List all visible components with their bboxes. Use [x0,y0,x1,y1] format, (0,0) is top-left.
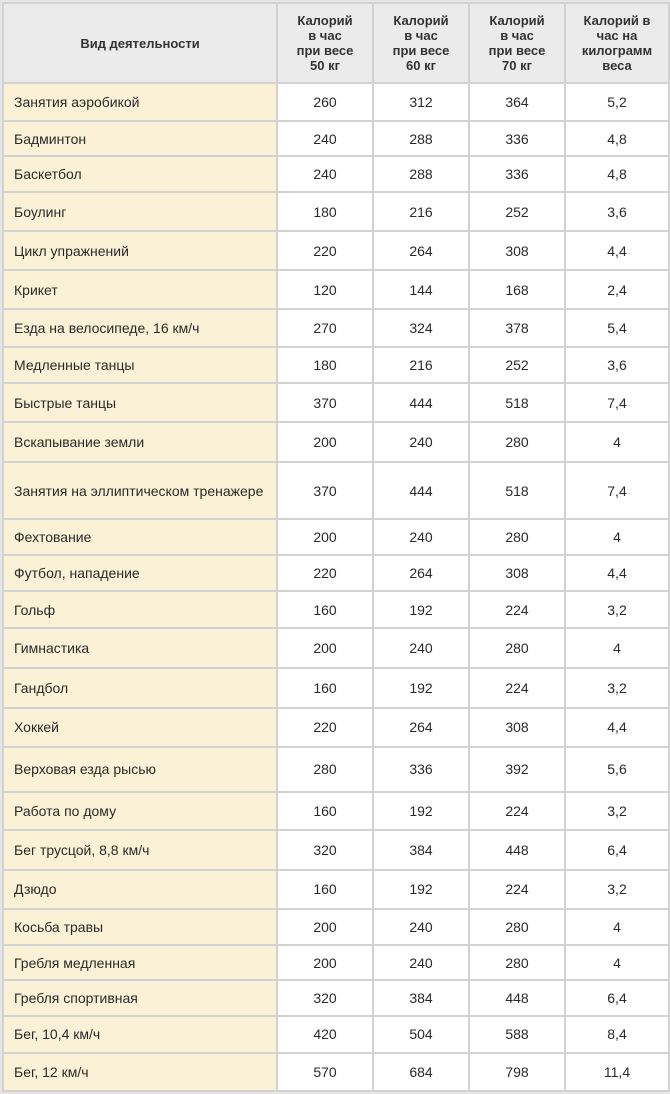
calories-per-kg-cell: 4,4 [565,231,669,269]
header-line: Калорий в [583,13,651,28]
calories-50kg-cell: 120 [277,270,373,309]
header-line: при весе [392,43,450,58]
calories-60kg-cell: 444 [373,383,469,422]
header-line: час на [596,28,638,43]
header-line: килограмм [581,43,653,58]
calories-70kg-cell: 518 [469,462,565,520]
calories-60kg-cell: 192 [373,792,469,830]
calories-50kg-cell: 220 [277,555,373,591]
calories-per-kg-cell: 4 [565,945,669,979]
table-header [3,3,669,83]
calories-50kg-cell: 280 [277,747,373,792]
calories-70kg-cell: 224 [469,870,565,909]
table-row [3,347,669,383]
table-row [3,668,669,708]
calories-50kg-cell: 200 [277,909,373,945]
table-row [3,555,669,591]
calories-per-kg-cell: 4 [565,909,669,945]
header-line: веса [602,58,632,73]
header-line: при весе [488,43,546,58]
calories-60kg-cell: 264 [373,708,469,746]
calories-70kg-cell: 308 [469,555,565,591]
activity-column-header [3,3,277,83]
calories-70kg-cell: 336 [469,156,565,192]
table-row [3,121,669,155]
activity-name-cell: Хоккей [3,708,277,746]
activity-name-cell: Гребля медленная [3,945,277,979]
activity-name-cell: Езда на велосипеде, 16 км/ч [3,309,277,346]
calories-50kg-cell: 370 [277,383,373,422]
calories-70kg-cell: 280 [469,519,565,554]
calories-50kg-cell: 320 [277,830,373,869]
header-line: в час [308,28,342,43]
activity-name-cell: Работа по дому [3,792,277,830]
calories-per-kg-cell: 4 [565,519,669,554]
activity-name-cell: Бег, 10,4 км/ч [3,1016,277,1052]
calories-60kg-cell: 240 [373,945,469,979]
table-row [3,870,669,909]
header-line: Калорий [393,13,449,28]
table-body [3,83,669,1091]
calories-60kg-cell: 192 [373,668,469,708]
calories-per-kg-cell: 8,4 [565,1016,669,1052]
calorie-table-container [2,2,668,1092]
activity-name-cell: Бадминтон [3,121,277,155]
calories-60kg-cell: 240 [373,422,469,461]
calories-50kg-cell: 220 [277,231,373,269]
activity-name-cell: Косьба травы [3,909,277,945]
calories-50kg-cell: 420 [277,1016,373,1052]
calories-50kg-cell: 220 [277,708,373,746]
calories-50kg-cell: 160 [277,668,373,708]
calories-60kg-cell: 384 [373,830,469,869]
calories-60kg-cell: 240 [373,628,469,667]
calories-50kg-cell: 370 [277,462,373,520]
calories-per-kg-cell: 3,2 [565,668,669,708]
activity-name-cell: Занятия аэробикой [3,83,277,121]
calories-per-kg-cell: 4 [565,422,669,461]
calories-50kg-cell: 260 [277,83,373,121]
calories-60kg-cell: 192 [373,870,469,909]
activity-name-cell: Гандбол [3,668,277,708]
table-row [3,1016,669,1052]
calories-60kg-cell: 240 [373,519,469,554]
calories-70kg-cell: 280 [469,628,565,667]
activity-name-cell: Цикл упражнений [3,231,277,269]
calories-60kg-cell: 444 [373,462,469,520]
table-row [3,591,669,628]
table-row [3,830,669,869]
calories-60kg-cell: 288 [373,121,469,155]
calories-60kg-column-header [373,3,469,83]
table-row [3,270,669,309]
table-row [3,980,669,1016]
calories-per-kg-cell: 3,2 [565,870,669,909]
calories-50kg-cell: 200 [277,628,373,667]
calories-70kg-cell: 224 [469,591,565,628]
calories-70kg-column-header [469,3,565,83]
calories-per-kg-cell: 11,4 [565,1053,669,1092]
calories-per-kg-cell: 5,4 [565,309,669,346]
table-row [3,156,669,192]
calories-per-kg-cell: 6,4 [565,980,669,1016]
calories-50kg-cell: 200 [277,422,373,461]
calories-per-kg-cell: 5,6 [565,747,669,792]
calories-50kg-cell: 160 [277,870,373,909]
calories-per-kg-cell: 7,4 [565,383,669,422]
calories-60kg-cell: 216 [373,347,469,383]
calories-70kg-cell: 588 [469,1016,565,1052]
calories-70kg-cell: 280 [469,909,565,945]
header-line: 50 кг [310,58,340,73]
table-row [3,383,669,422]
calories-60kg-cell: 144 [373,270,469,309]
calories-70kg-cell: 364 [469,83,565,121]
activity-name-cell: Крикет [3,270,277,309]
calories-per-kg-cell: 4,8 [565,156,669,192]
calories-per-kg-cell: 5,2 [565,83,669,121]
calories-50kg-cell: 570 [277,1053,373,1092]
header-line: 60 кг [406,58,436,73]
table-row [3,192,669,231]
table-row [3,519,669,554]
calories-50kg-cell: 240 [277,156,373,192]
table-row [3,83,669,121]
calories-70kg-cell: 224 [469,668,565,708]
table-row [3,309,669,346]
calories-70kg-cell: 392 [469,747,565,792]
activity-name-cell: Бег трусцой, 8,8 км/ч [3,830,277,869]
calories-70kg-cell: 252 [469,192,565,231]
header-line: при весе [296,43,354,58]
activity-name-cell: Вскапывание земли [3,422,277,461]
activity-name-cell: Бег, 12 км/ч [3,1053,277,1092]
calories-60kg-cell: 216 [373,192,469,231]
activity-name-cell: Быстрые танцы [3,383,277,422]
calories-60kg-cell: 684 [373,1053,469,1092]
activity-name-cell: Медленные танцы [3,347,277,383]
header-line: 70 кг [502,58,532,73]
table-row [3,945,669,979]
calories-70kg-cell: 252 [469,347,565,383]
table-row [3,628,669,667]
calories-per-kg-column-header [565,3,669,83]
calories-70kg-cell: 168 [469,270,565,309]
table-row [3,1053,669,1092]
activity-name-cell: Гребля спортивная [3,980,277,1016]
calories-per-kg-cell: 4,8 [565,121,669,155]
calories-per-kg-cell: 3,6 [565,192,669,231]
calories-50kg-column-header [277,3,373,83]
calories-50kg-cell: 200 [277,945,373,979]
calories-60kg-cell: 288 [373,156,469,192]
activity-name-cell: Гольф [3,591,277,628]
calories-50kg-cell: 270 [277,309,373,346]
calories-60kg-cell: 384 [373,980,469,1016]
calories-70kg-cell: 280 [469,945,565,979]
calories-per-kg-cell: 3,2 [565,792,669,830]
calories-per-kg-cell: 4,4 [565,708,669,746]
calories-50kg-cell: 160 [277,591,373,628]
header-row [3,3,669,83]
header-line: в час [500,28,534,43]
activity-name-cell: Футбол, нападение [3,555,277,591]
calories-per-kg-cell: 4,4 [565,555,669,591]
calories-per-kg-cell: 4 [565,628,669,667]
header-line: Калорий [489,13,545,28]
header-line: Калорий [297,13,353,28]
calories-50kg-cell: 240 [277,121,373,155]
calories-per-kg-cell: 2,4 [565,270,669,309]
header-line: Вид деятельности [80,35,200,51]
calories-70kg-cell: 378 [469,309,565,346]
calories-60kg-cell: 264 [373,555,469,591]
calories-70kg-cell: 280 [469,422,565,461]
calories-70kg-cell: 448 [469,830,565,869]
table-row [3,792,669,830]
header-line: в час [404,28,438,43]
activity-name-cell: Занятия на эллиптическом тренажере [3,462,277,520]
calories-60kg-cell: 264 [373,231,469,269]
calories-50kg-cell: 180 [277,347,373,383]
activity-name-cell: Баскетбол [3,156,277,192]
table-row [3,909,669,945]
calories-50kg-cell: 320 [277,980,373,1016]
table-row [3,462,669,520]
calories-50kg-cell: 180 [277,192,373,231]
calories-70kg-cell: 336 [469,121,565,155]
calories-70kg-cell: 308 [469,708,565,746]
calories-70kg-cell: 224 [469,792,565,830]
calories-per-kg-cell: 7,4 [565,462,669,520]
activity-name-cell: Фехтование [3,519,277,554]
calories-60kg-cell: 336 [373,747,469,792]
calories-60kg-cell: 504 [373,1016,469,1052]
calories-60kg-cell: 324 [373,309,469,346]
calories-60kg-cell: 192 [373,591,469,628]
activity-name-cell: Гимнастика [3,628,277,667]
activity-name-cell: Дзюдо [3,870,277,909]
calories-per-kg-cell: 3,6 [565,347,669,383]
calories-70kg-cell: 308 [469,231,565,269]
calories-per-kg-cell: 6,4 [565,830,669,869]
calories-70kg-cell: 798 [469,1053,565,1092]
table-row [3,747,669,792]
calories-60kg-cell: 240 [373,909,469,945]
calories-50kg-cell: 160 [277,792,373,830]
table-row [3,708,669,746]
activity-name-cell: Верховая езда рысью [3,747,277,792]
calories-per-kg-cell: 3,2 [565,591,669,628]
calories-60kg-cell: 312 [373,83,469,121]
table-row [3,231,669,269]
table-row [3,422,669,461]
calories-70kg-cell: 518 [469,383,565,422]
activity-name-cell: Боулинг [3,192,277,231]
calories-50kg-cell: 200 [277,519,373,554]
calories-70kg-cell: 448 [469,980,565,1016]
calorie-table [2,2,670,1092]
